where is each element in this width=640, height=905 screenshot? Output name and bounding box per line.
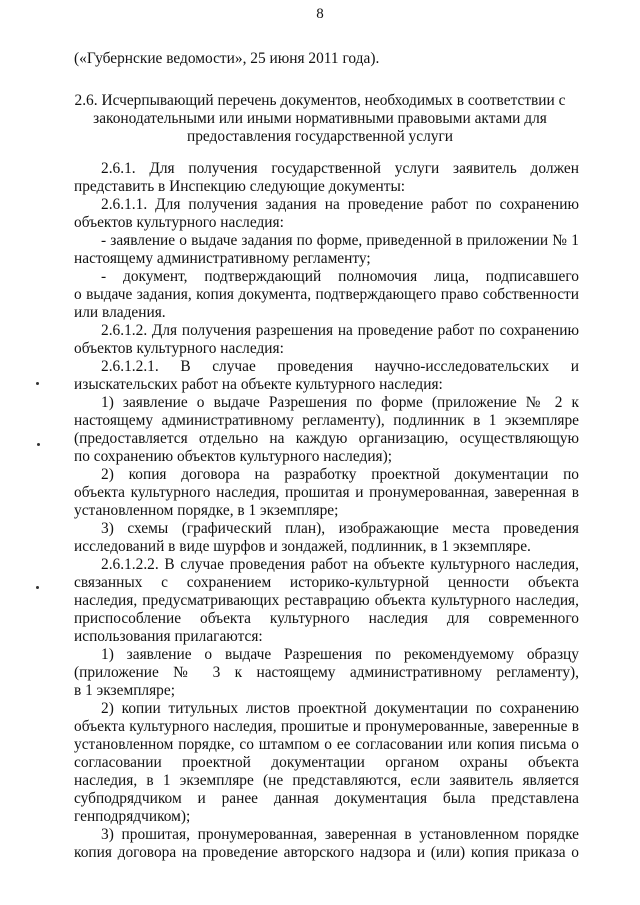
- text-line: согласовании проектной документации органом охраны объекта: [74, 754, 579, 771]
- text-line: представить в Инспекцию следующие документы:: [74, 178, 406, 195]
- section-heading-line: законодательными или иными нормативными правовыми актами для: [93, 110, 547, 127]
- text-line: объекта культурного наследия, прошитая и пронумерованная, заверенная в: [74, 484, 579, 501]
- text-line: объектов культурного наследия:: [74, 214, 284, 231]
- text-line: 3) схемы (графический план), изображающие места проведения: [101, 520, 579, 537]
- text-line: приспособление объекта культурного наследия для современного: [74, 610, 579, 627]
- scan-speck: [36, 586, 39, 589]
- text-line: объектов культурного наследия:: [74, 340, 284, 357]
- text-line: 3) прошитая, пронумерованная, заверенная в установленном порядке: [101, 826, 579, 843]
- text-line: настоящему административному регламенту), подлинник в 1 экземпляре: [74, 412, 579, 429]
- text-line: объекта культурного наследия, прошитые и пронумерованные, заверенные в: [74, 718, 579, 735]
- text-line: 2) копия договора на разработку проектной документации по: [101, 466, 579, 483]
- text-line: генподрядчиком);: [74, 808, 191, 825]
- text-line: в 1 экземпляре;: [74, 682, 175, 699]
- text-line: - заявление о выдаче задания по форме, приведенной в приложении № 1: [101, 232, 579, 249]
- text-line: изыскательских работ на объекте культурного наследия:: [74, 376, 443, 393]
- text-line: 1) заявление о выдаче Разрешения по рекомендуемому образцу: [101, 646, 579, 663]
- section-heading-line: 2.6. Исчерпывающий перечень документов, необходимых в соответствии с: [74, 92, 566, 109]
- text-line: по сохранению объектов культурного наследия);: [74, 448, 393, 465]
- text-line: наследия, в 1 экземпляре (не представляются, если заявитель является: [74, 772, 579, 789]
- text-line: о выдаче задания, копия документа, подтверждающего право собственности: [74, 286, 579, 303]
- scan-speck: [37, 443, 40, 446]
- text-line: копия договора на проведение авторского надзора и (или) копия приказа о: [74, 844, 579, 861]
- text-line: субподрядчиком и ранее данная документация была представлена: [74, 790, 579, 807]
- text-line: настоящему административному регламенту;: [74, 250, 371, 267]
- text-line: - документ, подтверждающий полномочия лица, подписавшего: [101, 268, 579, 285]
- text-line: использования прилагаются:: [74, 628, 263, 645]
- text-line: (приложение № 3 к настоящему административному регламенту),: [74, 664, 579, 681]
- text-line: 2.6.1.2.1. В случае проведения научно-исследовательских и: [101, 358, 579, 375]
- text-line: 2.6.1.1. Для получения задания на проведение работ по сохранению: [101, 196, 579, 213]
- text-line: или владения.: [74, 304, 166, 321]
- text-line: 2) копии титульных листов проектной документации по сохранению: [101, 700, 579, 717]
- text-line: («Губернские ведомости», 25 июня 2011 года).: [74, 50, 380, 67]
- page-number: 8: [316, 6, 324, 22]
- text-line: наследия, предусматривающих реставрацию объекта культурного наследия,: [74, 592, 579, 609]
- section-heading-line: предоставления государственной услуги: [186, 128, 453, 145]
- text-line: (предоставляется отдельно на каждую организацию, осуществляющую: [74, 430, 579, 447]
- text-line: 2.6.1.2.2. В случае проведения работ на объекте культурного наследия,: [101, 556, 579, 573]
- scan-speck: [36, 382, 39, 385]
- text-line: установленном порядке, со штампом о ее согласовании или копия письма о: [74, 736, 579, 753]
- text-line: исследований в виде шурфов и зондажей, подлинник, в 1 экземпляре.: [74, 538, 531, 555]
- text-line: 2.6.1. Для получения государственной услуги заявитель должен: [101, 160, 579, 177]
- text-line: 1) заявление о выдаче Разрешения по форме (приложение № 2 к: [101, 394, 579, 411]
- text-line: 2.6.1.2. Для получения разрешения на проведение работ по сохранению: [101, 322, 579, 339]
- text-line: установленном порядке, в 1 экземпляре;: [74, 502, 339, 519]
- text-line: связанных с сохранением историко-культурной ценности объекта: [74, 574, 579, 591]
